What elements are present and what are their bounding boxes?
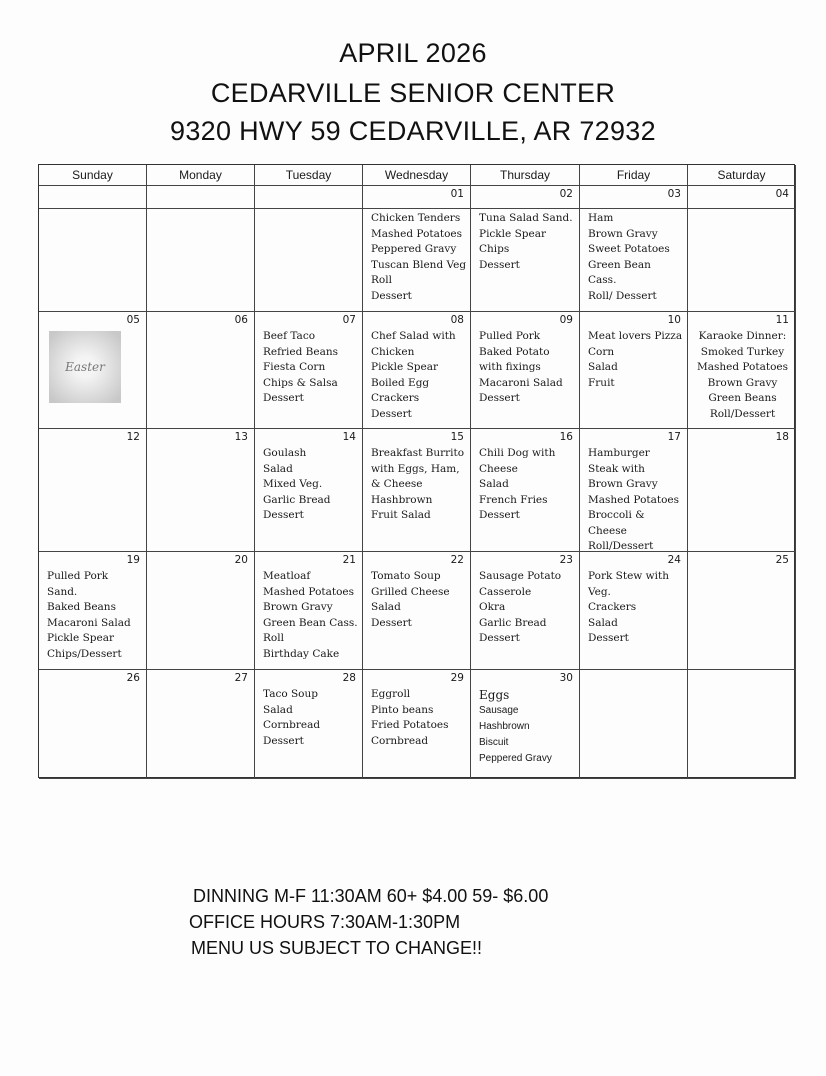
menu-item: Birthday Cake xyxy=(263,647,340,660)
menu-item: Roll/ Dessert xyxy=(588,289,657,302)
menu-items xyxy=(263,569,356,662)
day-cell xyxy=(147,670,255,779)
menu-item: Chips & Salsa xyxy=(263,376,338,389)
day-number: 21 xyxy=(342,554,356,566)
menu-item: French Fries xyxy=(479,493,548,506)
day-cell xyxy=(471,670,580,779)
menu-item: Fruit xyxy=(588,376,615,389)
menu-item: Macaroni Salad xyxy=(479,376,563,389)
menu-item: Mashed Potatoes xyxy=(371,227,463,240)
menu-item: Hashbrown xyxy=(479,721,530,732)
menu-item: Salad xyxy=(263,703,293,716)
menu-item: Ham xyxy=(588,212,614,224)
menu-item: Brown Gravy xyxy=(588,227,658,240)
day-header-monday: Monday xyxy=(147,165,255,186)
day-number: 06 xyxy=(234,314,248,326)
menu-item: Brown Gravy xyxy=(588,478,658,490)
menu-item: Chili Dog with xyxy=(479,447,556,459)
menu-item: Chicken xyxy=(371,345,415,358)
day-cell xyxy=(147,429,255,552)
menu-item: Fried Potatoes xyxy=(371,719,449,731)
menu-item: Garlic Bread xyxy=(263,493,331,506)
day-cell xyxy=(471,312,580,429)
menu-item: Salad xyxy=(588,361,618,373)
day-header-thursday: Thursday xyxy=(471,165,580,186)
day-header-sunday: Sunday xyxy=(39,165,147,186)
menu-item: with fixings xyxy=(479,361,541,373)
date-number-cell xyxy=(147,186,255,209)
day-cell xyxy=(39,209,147,312)
day-number: 26 xyxy=(126,672,140,684)
menu-item: Green Bean xyxy=(588,258,651,271)
day-cell xyxy=(147,312,255,429)
day-cell xyxy=(39,670,147,779)
day-number: 07 xyxy=(342,314,356,326)
menu-item: Crackers xyxy=(588,601,637,613)
menu-item: Sweet Potatoes xyxy=(588,243,670,255)
menu-item: Mixed Veg. xyxy=(263,478,323,490)
day-cell xyxy=(688,429,796,552)
date-number-cell xyxy=(363,186,471,209)
title-address: 9320 HWY 59 CEDARVILLE, AR 72932 xyxy=(170,116,656,146)
menu-items xyxy=(479,329,573,407)
menu-item: Fruit Salad xyxy=(371,509,431,521)
menu-item: Beef Taco xyxy=(263,330,316,342)
menu-item: Pinto beans xyxy=(371,703,434,716)
day-header-wednesday: Wednesday xyxy=(363,165,471,186)
day-cell xyxy=(255,552,363,670)
menu-item: Pickle Spear xyxy=(479,227,546,240)
day-number: 23 xyxy=(559,554,573,566)
menu-items xyxy=(47,569,140,662)
menu-item: Brown Gravy xyxy=(263,601,333,613)
day-number: 03 xyxy=(667,188,681,200)
day-number: 11 xyxy=(775,314,789,326)
menu-item: Brown Gravy xyxy=(707,376,778,389)
day-cell xyxy=(688,209,796,312)
menu-item: Chips xyxy=(479,243,510,255)
menu-item: Smoked Turkey xyxy=(700,345,785,358)
day-cell xyxy=(471,552,580,670)
menu-items xyxy=(588,446,681,555)
menu-item: Okra xyxy=(479,601,506,613)
menu-item: Mashed Potatoes xyxy=(696,361,789,373)
menu-item: Fiesta Corn xyxy=(263,361,326,373)
menu-item: Chicken Tenders xyxy=(371,212,461,224)
menu-item: Cheese xyxy=(479,462,518,475)
day-cell xyxy=(688,552,796,670)
menu-item: Salad xyxy=(371,601,401,613)
day-header-tuesday: Tuesday xyxy=(255,165,363,186)
day-number: 01 xyxy=(450,188,464,200)
date-number-cell xyxy=(580,186,688,209)
day-number: 02 xyxy=(559,188,573,200)
menu-item: Green Bean Cass. xyxy=(263,616,358,629)
day-cell xyxy=(255,209,363,312)
menu-item: Peppered Gravy xyxy=(479,753,552,764)
day-cell xyxy=(363,209,471,312)
date-number-cell xyxy=(688,186,796,209)
day-cell xyxy=(363,429,471,552)
day-cell xyxy=(363,670,471,779)
menu-item: Pulled Pork xyxy=(47,570,109,582)
day-number: 19 xyxy=(126,554,140,566)
menu-item: Mashed Potatoes xyxy=(263,585,355,598)
menu-item: Hashbrown xyxy=(371,493,433,506)
date-number-cell xyxy=(255,186,363,209)
menu-item: Sand. xyxy=(47,585,78,598)
day-header-friday: Friday xyxy=(580,165,688,186)
day-cell xyxy=(688,670,796,779)
date-number-cell xyxy=(39,186,147,209)
day-number: 28 xyxy=(342,672,356,684)
menu-items xyxy=(588,329,681,391)
menu-item: Peppered Gravy xyxy=(371,243,457,255)
menu-item: with Eggs, Ham, xyxy=(371,462,460,475)
day-number: 22 xyxy=(450,554,464,566)
day-number: 20 xyxy=(234,554,248,566)
menu-item: Chips/Dessert xyxy=(47,647,122,660)
menu-item: Salad xyxy=(588,616,618,629)
day-cell xyxy=(363,312,471,429)
day-cell xyxy=(580,552,688,670)
menu-item: Biscuit xyxy=(479,737,509,748)
day-number: 10 xyxy=(667,314,681,326)
menu-item: Hamburger xyxy=(588,447,650,459)
day-cell xyxy=(255,429,363,552)
menu-item: Crackers xyxy=(371,392,420,404)
menu-item: Dessert xyxy=(479,509,520,521)
menu-item: Dessert xyxy=(479,392,520,404)
menu-item: Sausage Potato xyxy=(479,570,562,582)
menu-item: Boiled Egg xyxy=(371,376,430,389)
day-number: 12 xyxy=(126,431,140,443)
menu-items xyxy=(371,687,464,749)
menu-item: Corn xyxy=(588,345,615,358)
menu-item: Dessert xyxy=(371,407,412,420)
menu-item: Taco Soup xyxy=(263,688,318,700)
menu-item: Pickle Spear xyxy=(47,632,114,644)
menu-item: Meatloaf xyxy=(263,570,311,582)
menu-item: Pork Stew with xyxy=(588,570,669,582)
day-cell xyxy=(688,312,796,429)
footer-notice: MENU US SUBJECT TO CHANGE!! xyxy=(191,938,483,958)
date-number-cell xyxy=(471,186,580,209)
menu-item: Sausage xyxy=(479,705,519,716)
footer-dining: DINNING M-F 11:30AM 60+ $4.00 59- $6.00 xyxy=(193,886,549,906)
menu-items xyxy=(588,211,681,304)
menu-item: Dessert xyxy=(371,616,412,629)
menu-item: Salad xyxy=(263,462,293,475)
menu-items xyxy=(263,446,356,524)
menu-item: Cornbread xyxy=(263,719,321,731)
menu-item: Macaroni Salad xyxy=(47,616,131,629)
day-cell xyxy=(39,429,147,552)
menu-item: Roll/Dessert xyxy=(588,540,654,552)
menu-item: Dessert xyxy=(479,632,520,644)
day-number: 17 xyxy=(667,431,681,443)
menu-item: Cass. xyxy=(588,274,617,286)
menu-item: Grilled Cheese xyxy=(371,585,450,598)
menu-item: Eggroll xyxy=(371,688,411,700)
day-number: 27 xyxy=(234,672,248,684)
menu-items xyxy=(479,687,573,767)
menu-item: Cheese xyxy=(588,524,627,537)
menu-item: Garlic Bread xyxy=(479,616,547,629)
menu-items xyxy=(371,446,464,524)
menu-item: Dessert xyxy=(263,509,304,521)
menu-item: Green Beans xyxy=(708,392,777,404)
menu-item: & Cheese xyxy=(371,478,423,490)
day-cell xyxy=(147,209,255,312)
menu-item: Pulled Pork xyxy=(479,330,541,342)
day-cell xyxy=(255,312,363,429)
menu-item: Karaoke Dinner: xyxy=(698,330,787,342)
day-number: 24 xyxy=(667,554,681,566)
footer-office-hours: OFFICE HOURS 7:30AM-1:30PM xyxy=(189,912,461,932)
day-number: 29 xyxy=(450,672,464,684)
menu-item: Cornbread xyxy=(371,734,429,747)
title-month: APRIL 2026 xyxy=(339,38,487,68)
day-header-saturday: Saturday xyxy=(688,165,796,186)
menu-items xyxy=(371,211,467,304)
day-number xyxy=(263,188,356,203)
easter-image: Easter xyxy=(49,331,121,403)
menu-item: Steak with xyxy=(588,462,645,475)
day-cell xyxy=(147,552,255,670)
day-number: 16 xyxy=(559,431,573,443)
menu-calendar xyxy=(38,164,795,778)
day-cell xyxy=(580,429,688,552)
day-number xyxy=(588,672,681,687)
menu-item: Roll xyxy=(371,274,392,286)
day-number xyxy=(47,188,140,203)
menu-item: Dessert xyxy=(588,632,629,644)
menu-item: Roll/Dessert xyxy=(709,407,776,420)
day-number: 18 xyxy=(775,431,789,443)
menu-items xyxy=(479,211,573,273)
day-number: 08 xyxy=(450,314,464,326)
day-number: 25 xyxy=(775,554,789,566)
day-number: 05 xyxy=(126,314,140,326)
menu-item: Broccoli & xyxy=(588,509,645,521)
day-number xyxy=(696,672,789,687)
menu-item: Salad xyxy=(479,478,509,490)
day-number: 09 xyxy=(559,314,573,326)
day-cell xyxy=(580,670,688,779)
menu-item: Casserole xyxy=(479,585,532,598)
menu-item: Roll xyxy=(263,632,284,644)
day-cell xyxy=(471,429,580,552)
menu-item: Baked Potato xyxy=(479,345,550,358)
menu-items xyxy=(696,329,789,422)
menu-item: Chef Salad with xyxy=(371,330,456,342)
day-number: 30 xyxy=(559,672,573,684)
menu-items xyxy=(479,446,573,524)
day-cell xyxy=(471,209,580,312)
day-cell xyxy=(580,312,688,429)
menu-item: Dessert xyxy=(371,289,412,302)
menu-item: Refried Beans xyxy=(263,345,338,358)
menu-items xyxy=(588,569,681,647)
menu-item: Pickle Spear xyxy=(371,361,438,373)
menu-items xyxy=(371,569,464,631)
day-number: 14 xyxy=(342,431,356,443)
menu-item: Dessert xyxy=(263,734,304,747)
day-cell xyxy=(39,312,147,429)
menu-item: Eggs xyxy=(479,688,510,702)
menu-item: Meat lovers Pizza xyxy=(588,330,683,342)
menu-items xyxy=(263,687,356,749)
menu-item: Tuscan Blend Veg xyxy=(371,258,467,271)
menu-items xyxy=(263,329,356,407)
day-number: 13 xyxy=(234,431,248,443)
menu-item: Dessert xyxy=(263,392,304,404)
menu-item: Baked Beans xyxy=(47,601,116,613)
menu-item: Tuna Salad Sand. xyxy=(479,212,573,224)
menu-item: Veg. xyxy=(588,585,611,598)
menu-item: Tomato Soup xyxy=(371,570,441,582)
menu-item: Goulash xyxy=(263,447,307,459)
day-number: 15 xyxy=(450,431,464,443)
menu-item: Breakfast Burrito xyxy=(371,447,465,459)
day-cell xyxy=(580,209,688,312)
menu-items xyxy=(479,569,573,647)
day-number: 04 xyxy=(775,188,789,200)
menu-item: Dessert xyxy=(479,258,520,271)
day-cell xyxy=(363,552,471,670)
day-cell xyxy=(255,670,363,779)
title-center-name: CEDARVILLE SENIOR CENTER xyxy=(210,78,616,108)
menu-items xyxy=(371,329,464,422)
day-number xyxy=(155,188,248,203)
menu-item: Mashed Potatoes xyxy=(588,493,680,506)
day-cell xyxy=(39,552,147,670)
